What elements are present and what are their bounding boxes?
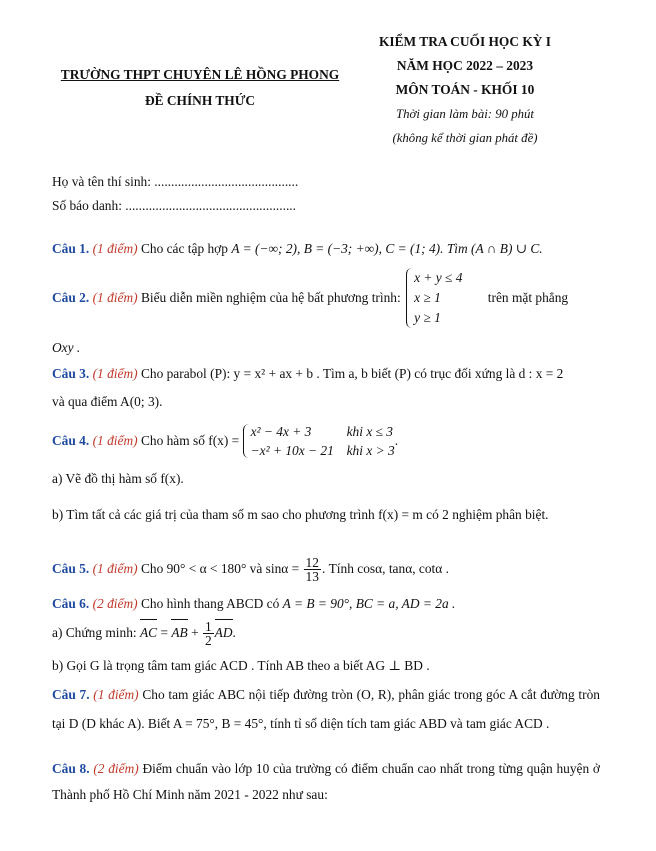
q5-points: (1 điểm)	[92, 561, 138, 576]
q4-label: Câu 4.	[52, 433, 90, 448]
official-label: ĐỀ CHÍNH THỨC	[144, 93, 256, 108]
q2-ineq-3: y ≥ 1	[414, 310, 441, 325]
q5-fraction	[304, 556, 321, 583]
q2-tail-2: Oxy .	[52, 340, 81, 355]
question-1	[52, 239, 600, 259]
q8-label: Câu 8.	[52, 761, 90, 776]
header-right	[360, 30, 570, 150]
vector-ab: AB	[171, 620, 187, 646]
q2-label: Câu 2.	[52, 290, 90, 305]
q5-ask: . Tính cosα, tanα, cotα .	[321, 561, 449, 576]
q4-end: .	[394, 433, 399, 448]
q6-part-b: b) Gọi G là trọng tâm tam giác ACD . Tính AB theo a biết AG ⊥ BD .	[52, 658, 430, 673]
q8-text: Điểm chuẩn vào lớp 10 của trường có điểm chuẩn cao nhất trong từng quận huyện ở Thành phố Hồ Chí Minh năm 2021 - 2022 như sau:	[52, 761, 600, 802]
q5-den: 13	[305, 569, 319, 585]
question-3	[52, 364, 600, 384]
subject: MÔN TOÁN - KHỐI 10	[395, 82, 535, 97]
school-name: TRƯỜNG THPT CHUYÊN LÊ HỒNG PHONG	[60, 67, 340, 82]
q4-case-2: −x² + 10x − 21	[250, 443, 334, 458]
q1-label: Câu 1.	[52, 241, 90, 256]
q2-text: Biểu diễn miền nghiệm của hệ bất phương trình:	[140, 290, 401, 305]
q6-fraction	[203, 620, 214, 647]
vector-ad: AD	[215, 620, 233, 646]
q6-angles: A = B = 90°, BC = a, AD = 2a .	[282, 596, 456, 611]
student-name-line: Họ và tên thí sinh: ...........................................	[52, 174, 299, 189]
q6-points: (2 điểm)	[92, 596, 138, 611]
q5-label: Câu 5.	[52, 561, 90, 576]
question-4	[52, 422, 600, 460]
q5-text: Cho 90° < α < 180° và sinα =	[140, 561, 300, 576]
q7-points: (1 điểm)	[93, 687, 139, 702]
q5-num: 12	[305, 555, 319, 571]
q6-part-a	[52, 620, 600, 647]
vector-ac: AC	[140, 620, 157, 646]
q4-part-b: b) Tìm tất cả các giá trị của tham số m sao cho phương trình f(x) = m có 2 nghiệm phân biệt.	[52, 507, 549, 522]
q7-text: Cho tam giác ABC nội tiếp đường tròn (O, R), phân giác trong góc A cắt đường tròn tại D (D khác A). Biết A = 75°, B = 45°, tính tỉ số diện tích tam giác ABD và tam giác ACD .	[52, 687, 600, 731]
q6-den: 2	[204, 633, 212, 649]
q4-cond-1: khi x ≤ 3	[346, 424, 393, 439]
q2-brace	[406, 268, 413, 328]
q4-text: Cho hàm số f(x) =	[140, 433, 240, 448]
duration: Thời gian làm bài: 90 phút	[395, 107, 534, 121]
question-8	[52, 756, 600, 808]
question-5	[52, 556, 600, 583]
q1-ask: . Tìm (A ∩ B) ∪ C.	[440, 241, 543, 256]
q6-a-eq: =	[157, 625, 172, 640]
q8-points: (2 điểm)	[93, 761, 139, 776]
q3-text-2: và qua điểm A(0; 3).	[52, 394, 163, 409]
student-id-line: Số báo danh: ...................................................	[52, 198, 296, 213]
q6-a-prefix: a) Chứng minh:	[52, 625, 137, 640]
question-7	[52, 680, 600, 738]
q2-tail: trên mặt phẳng	[487, 290, 569, 305]
q2-system	[406, 268, 462, 328]
q6-num: 1	[204, 619, 212, 635]
question-6	[52, 594, 600, 614]
q4-points: (1 điểm)	[92, 433, 138, 448]
header-left	[40, 62, 360, 114]
q7-label: Câu 7.	[52, 687, 90, 702]
q3-label: Câu 3.	[52, 366, 90, 381]
question-2	[52, 268, 600, 328]
q2-ineq-1: x + y ≤ 4	[414, 270, 463, 285]
q2-points: (1 điểm)	[92, 290, 138, 305]
q1-points: (1 điểm)	[92, 241, 138, 256]
q6-a-end: .	[232, 625, 236, 640]
q4-piecewise	[243, 422, 395, 460]
q1-text: Cho các tập hợp	[140, 241, 228, 256]
q4-case-1: x² − 4x + 3	[250, 424, 312, 439]
q3-points: (1 điểm)	[92, 366, 138, 381]
q4-part-a: a) Vẽ đồ thị hàm số f(x).	[52, 471, 184, 486]
q4-brace	[243, 424, 250, 458]
school-year: NĂM HỌC 2022 – 2023	[396, 58, 534, 73]
q4-cond-2: khi x > 3	[346, 443, 395, 458]
exam-title: KIỂM TRA CUỐI HỌC KỲ I	[379, 34, 551, 49]
q6-label: Câu 6.	[52, 596, 90, 611]
q1-sets: A = (−∞; 2), B = (−3; +∞), C = (1; 4)	[231, 241, 441, 256]
q6-a-plus: +	[187, 625, 202, 640]
q3-text: Cho parabol (P): y = x² + ax + b . Tìm a, b biết (P) có trục đối xứng là d : x = 2	[140, 366, 564, 381]
duration-note: (không kể thời gian phát đề)	[392, 131, 538, 145]
q2-ineq-2: x ≥ 1	[414, 290, 441, 305]
q6-text: Cho hình thang ABCD có	[140, 596, 280, 611]
